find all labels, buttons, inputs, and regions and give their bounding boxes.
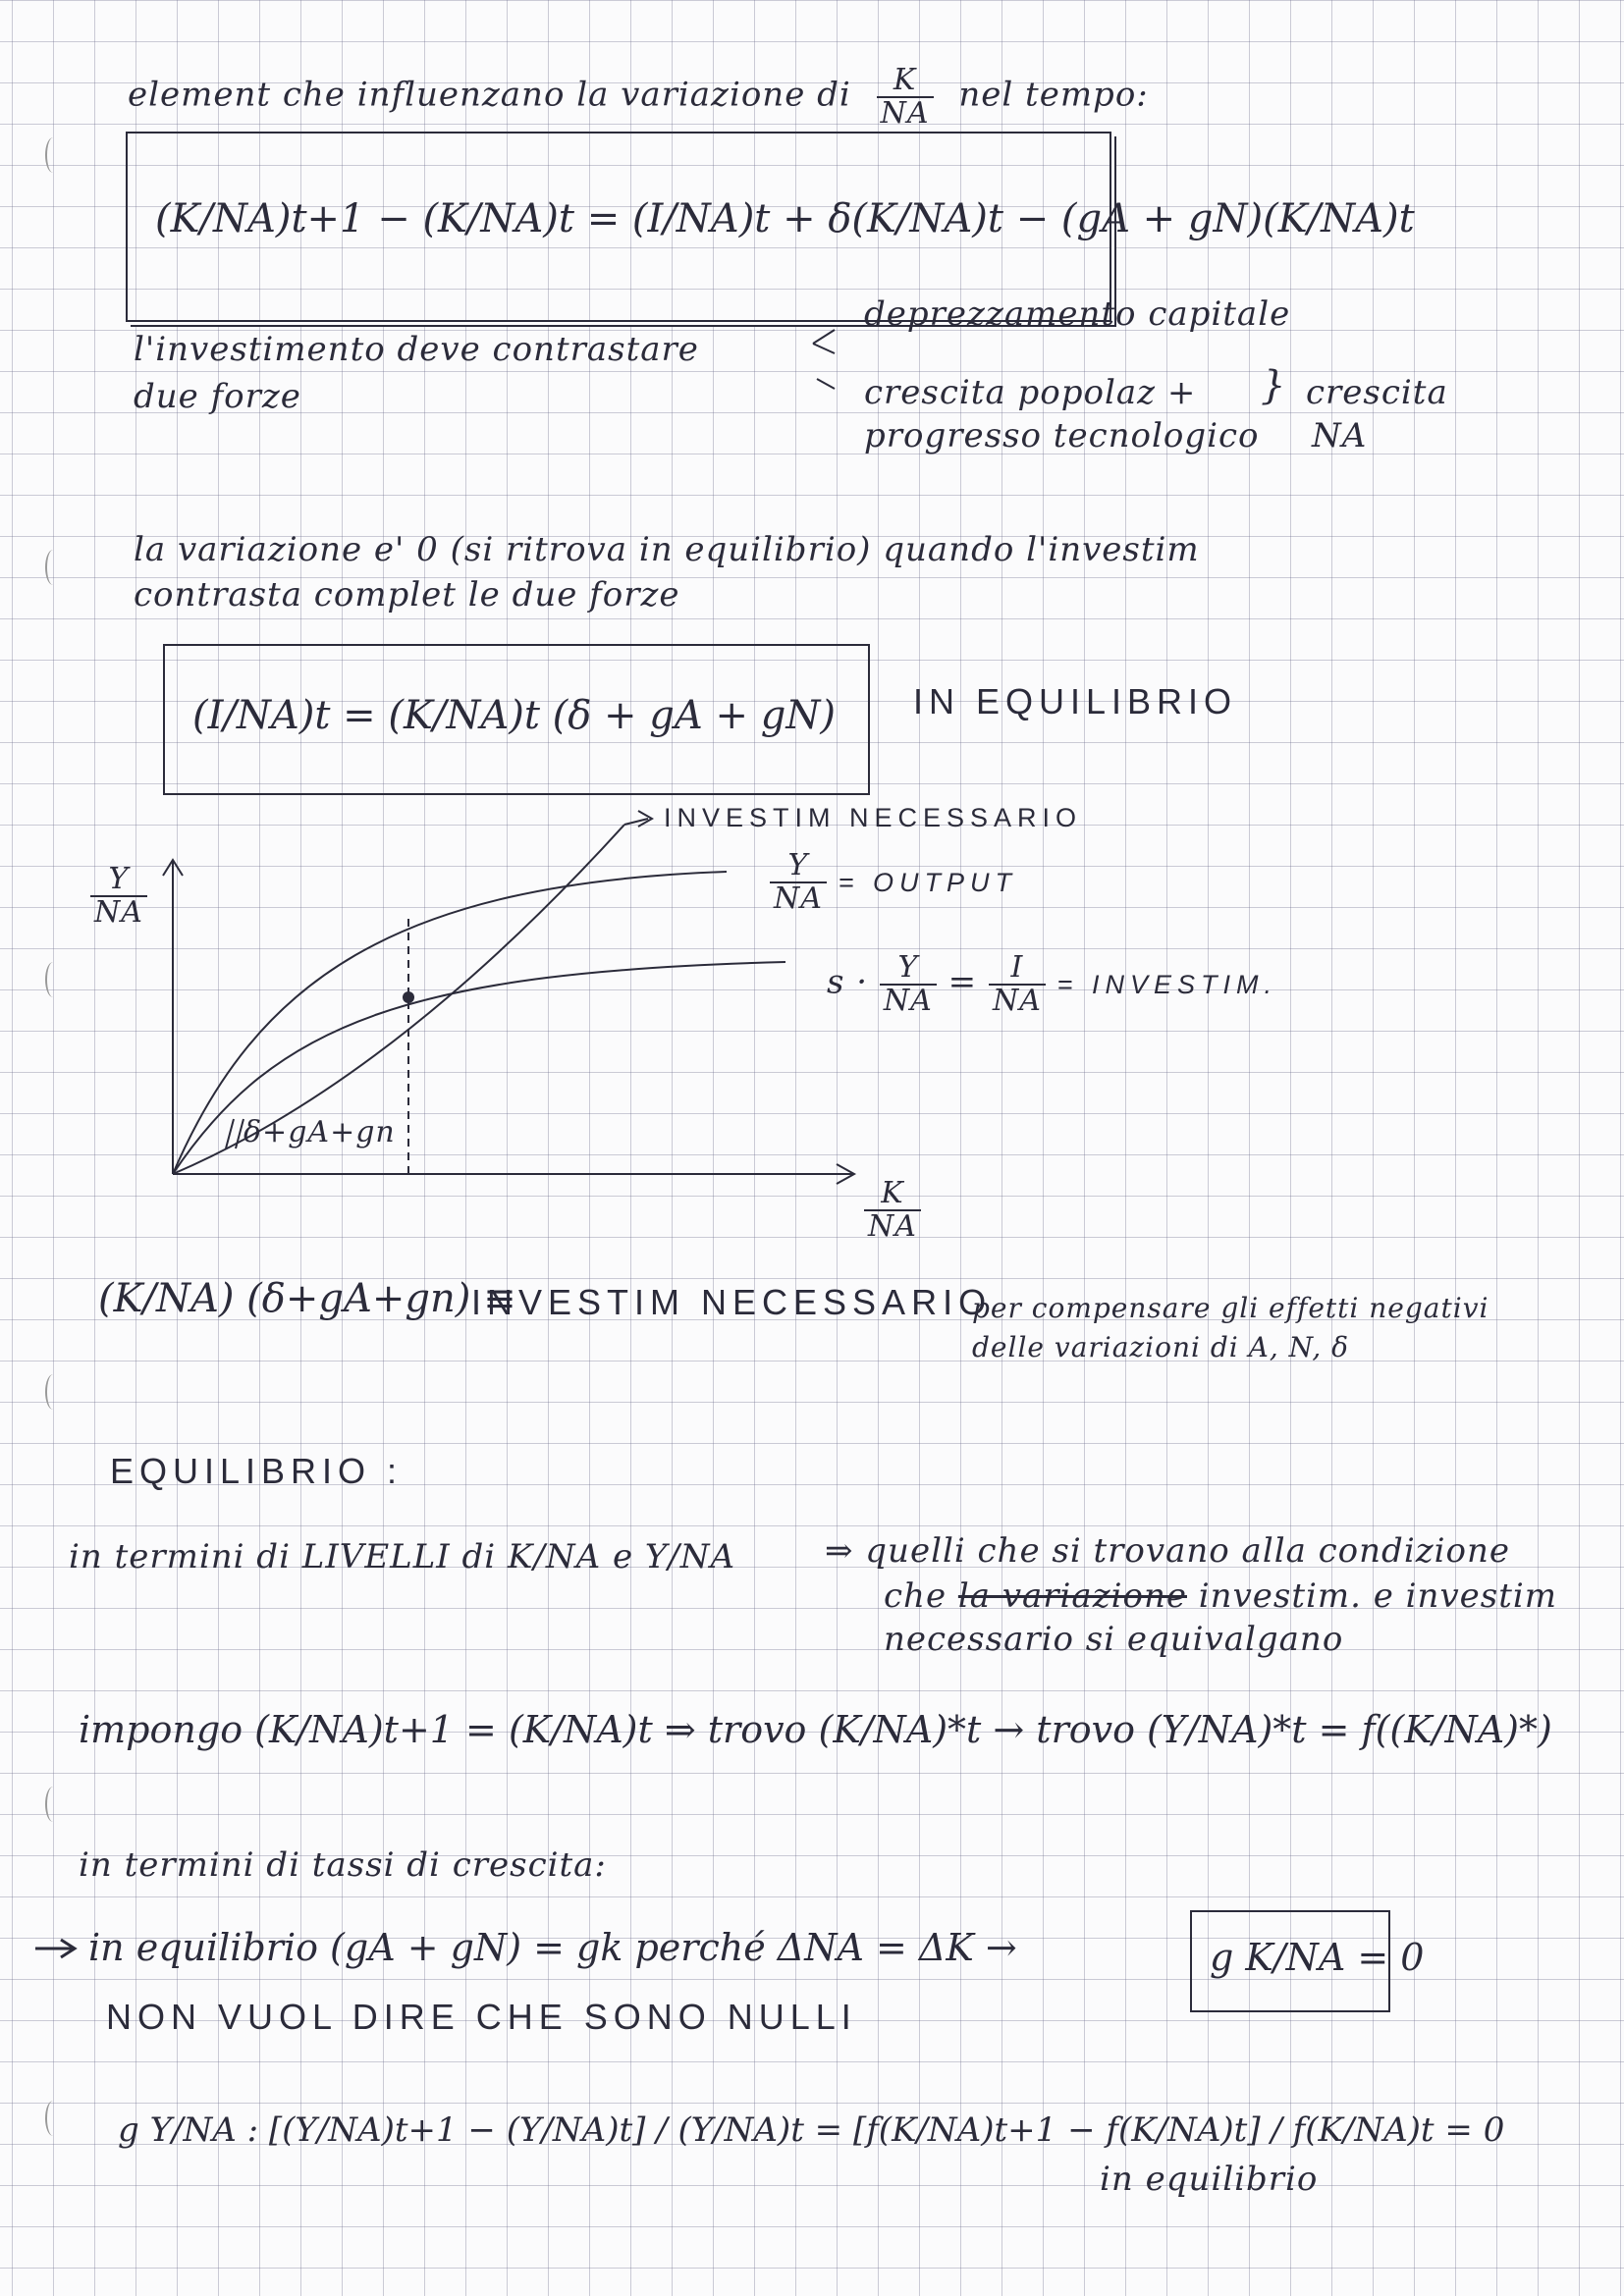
brace-right-icon: } <box>1261 363 1287 408</box>
invest-prefix: s · <box>827 962 869 1002</box>
forces-intro-1: l'investimento deve contrastare <box>134 330 699 369</box>
invest-fraction-2 <box>989 952 1046 1016</box>
frac-den: NA <box>992 983 1042 1018</box>
formula2: (I/NA)t = (K/NA)t (δ + gA + gN) <box>192 693 836 738</box>
variation-line1: la variazione e' 0 (si ritrova in equilibrio) quando l'investim <box>134 530 1200 569</box>
frac-den: NA <box>883 983 933 1018</box>
levels-line2-struck: la variazione <box>957 1576 1187 1616</box>
force-2-note-1: crescita <box>1306 373 1448 412</box>
necessario-label: INVESTIM NECESSARIO <box>471 1282 993 1322</box>
frac-num: Y <box>770 850 827 883</box>
formula1: (K/NA)t+1 − (K/NA)t = (I/NA)t + δ(K/NA)t − (gA + gN)(K/NA)t <box>155 196 1415 241</box>
force-2-note-2: NA <box>1312 416 1368 455</box>
necessario-formula: (K/NA) (δ+gA+gn) ≡ <box>98 1276 516 1321</box>
levels-arrow: ⇒ quelli che si trovano alla condizione <box>825 1531 1510 1571</box>
frac-den: NA <box>868 1208 917 1244</box>
necessario-note-2: delle variazioni di A, N, δ <box>972 1331 1350 1363</box>
frac-num: I <box>989 952 1046 986</box>
levels-line3: necessario si equivalgano <box>884 1620 1344 1659</box>
invest-text: = INVESTIM. <box>1056 969 1277 999</box>
levels-line2-b: investim. e investim <box>1198 1576 1557 1616</box>
y-axis-fraction <box>90 864 147 928</box>
tassi-line1: in equilibrio (gA + gN) = gk perché ΔNA = ΔK → <box>88 1926 1017 1969</box>
label-invest <box>827 952 1277 1016</box>
frac-den: NA <box>94 894 143 930</box>
levels-line2-a: che <box>884 1576 947 1616</box>
necessary-investment-line <box>173 825 624 1174</box>
slope-label: δ+gA+gn <box>244 1115 396 1149</box>
frac-num: K <box>877 65 934 98</box>
output-fraction <box>770 850 827 914</box>
slope-mark <box>236 1119 244 1148</box>
equilibrio-title: EQUILIBRIO : <box>110 1451 404 1491</box>
invest-fraction-1 <box>880 952 937 1016</box>
tassi-line2: NON VUOL DIRE CHE SONO NULLI <box>106 1997 857 2037</box>
label-necessario: INVESTIM NECESSARIO <box>664 803 1083 832</box>
tassi-boxed: g K/NA = 0 <box>1210 1936 1425 1979</box>
y-axis-label <box>90 864 147 928</box>
tassi-final-tail: in equilibrio <box>1100 2160 1319 2199</box>
impongo-formula: impongo (K/NA)t+1 = (K/NA)t ⇒ trovo (K/NA)*t → trovo (Y/NA)*t = f((K/NA)*) <box>79 1708 1552 1751</box>
slope-mark <box>226 1119 234 1148</box>
x-axis-label <box>864 1178 921 1242</box>
invest-eq: = <box>947 962 978 1002</box>
frac-num: Y <box>880 952 937 986</box>
levels-line1: in termini di LIVELLI di K/NA e Y/NA <box>69 1537 736 1576</box>
necessario-note-1: per compensare gli effetti negativi <box>972 1292 1489 1324</box>
tassi-title: in termini di tassi di crescita: <box>79 1845 607 1885</box>
variation-line2: contrasta complet le due forze <box>134 575 680 614</box>
header-text: element che influenzano la variazione di <box>128 75 851 115</box>
label-output <box>770 850 1017 914</box>
force-2-line2: progresso tecnologico <box>864 416 1260 455</box>
x-axis-fraction <box>864 1178 921 1242</box>
frac-den: NA <box>880 95 930 131</box>
formula2-label: IN EQUILIBRIO <box>913 681 1238 721</box>
frac-num: K <box>864 1178 921 1211</box>
output-text: = OUTPUT <box>838 867 1017 897</box>
tassi-final: g Y/NA : [(Y/NA)t+1 − (Y/NA)t] / (Y/NA)t = [f(K/NA)t+1 − f(K/NA)t] / f(K/NA)t = 0 <box>118 2110 1505 2150</box>
frac-den: NA <box>774 881 823 916</box>
arrow-right-icon <box>29 1934 88 1963</box>
force-1: deprezzamento capitale <box>864 294 1291 334</box>
forces-intro-2: due forze <box>134 377 301 416</box>
frac-num: Y <box>90 864 147 897</box>
header-tail: nel tempo: <box>958 75 1149 115</box>
levels-line2 <box>884 1576 1557 1616</box>
force-2-line1: crescita popolaz + <box>864 373 1197 412</box>
